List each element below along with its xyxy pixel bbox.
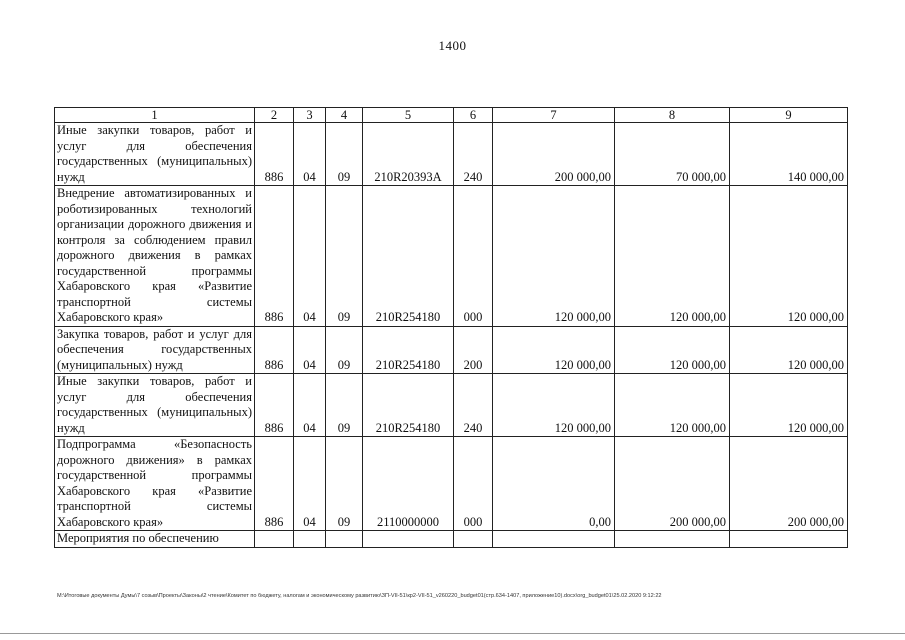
subsection-code: 09 — [326, 326, 363, 374]
section-code: 04 — [294, 186, 326, 327]
ministry-code: 886 — [255, 437, 294, 531]
amount-col8: 70 000,00 — [615, 123, 730, 186]
amount-col7: 120 000,00 — [493, 186, 615, 327]
amount-col7: 200 000,00 — [493, 123, 615, 186]
expense-type: 240 — [454, 123, 493, 186]
budget-table — [54, 107, 848, 548]
target-article: 2110000000 — [363, 437, 454, 531]
table-row-partial — [55, 531, 848, 548]
column-number-header-row — [55, 108, 848, 123]
target-article: 210R254180 — [363, 374, 454, 437]
expense-type: 000 — [454, 437, 493, 531]
row-name: Подпрограмма «Безопасность дорожного движения» в рамках государственной программы Хабаровского края «Развитие транспортной системы Хабаровского края» — [55, 437, 255, 531]
column-header-8: 8 — [615, 108, 730, 123]
target-article: 210R20393A — [363, 123, 454, 186]
column-header-6: 6 — [454, 108, 493, 123]
expense-type: 000 — [454, 186, 493, 327]
row-name: Иные закупки товаров, работ и услуг для обеспечения государственных (муниципальных) нужд — [55, 374, 255, 437]
amount-col8: 120 000,00 — [615, 326, 730, 374]
row-name: Иные закупки товаров, работ и услуг для обеспечения государственных (муниципальных) нужд — [55, 123, 255, 186]
expense-type: 200 — [454, 326, 493, 374]
empty-cell — [294, 531, 326, 548]
amount-col8: 120 000,00 — [615, 374, 730, 437]
section-code: 04 — [294, 123, 326, 186]
amount-col9: 140 000,00 — [730, 123, 848, 186]
row-name: Внедрение автоматизированных и роботизированных технологий организации дорожного движения и контроля за соблюдением правил дорожного движения в рамках государственной программы Хабаровского края «Развитие транспортной системы Хабаровского края» — [55, 186, 255, 327]
amount-col9: 120 000,00 — [730, 374, 848, 437]
table-row — [55, 374, 848, 437]
amount-col8: 200 000,00 — [615, 437, 730, 531]
table-row — [55, 186, 848, 327]
empty-cell — [730, 531, 848, 548]
section-code: 04 — [294, 374, 326, 437]
section-code: 04 — [294, 326, 326, 374]
column-header-1: 1 — [55, 108, 255, 123]
empty-cell — [454, 531, 493, 548]
column-header-2: 2 — [255, 108, 294, 123]
row-name: Закупка товаров, работ и услуг для обеспечения государственных (муниципальных) нужд — [55, 326, 255, 374]
amount-col8: 120 000,00 — [615, 186, 730, 327]
table-row — [55, 437, 848, 531]
empty-cell — [326, 531, 363, 548]
subsection-code: 09 — [326, 374, 363, 437]
ministry-code: 886 — [255, 186, 294, 327]
subsection-code: 09 — [326, 186, 363, 327]
column-header-7: 7 — [493, 108, 615, 123]
target-article: 210R254180 — [363, 186, 454, 327]
subsection-code: 09 — [326, 123, 363, 186]
page-number: 1400 — [438, 38, 467, 53]
expense-type: 240 — [454, 374, 493, 437]
document-file-path: M:\Итоговые документы Думы\7 созыв\Проекты\Законы\2 чтение\Комитет по бюджету, налогам и экономическому развитию\ЗП-VII-51\кр2-VII-51_v260220_budget01(стр.634-1407, приложение10).docx\org_budget01\25.02.2020 9:12:22 — [57, 593, 662, 599]
column-header-3: 3 — [294, 108, 326, 123]
table-row — [55, 326, 848, 374]
target-article: 210R254180 — [363, 326, 454, 374]
ministry-code: 886 — [255, 374, 294, 437]
amount-col9: 120 000,00 — [730, 186, 848, 327]
empty-cell — [363, 531, 454, 548]
row-name: Мероприятия по обеспечению — [55, 531, 255, 548]
column-header-9: 9 — [730, 108, 848, 123]
table-row — [55, 123, 848, 186]
ministry-code: 886 — [255, 123, 294, 186]
ministry-code: 886 — [255, 326, 294, 374]
amount-col7: 120 000,00 — [493, 326, 615, 374]
column-header-4: 4 — [326, 108, 363, 123]
empty-cell — [493, 531, 615, 548]
amount-col9: 200 000,00 — [730, 437, 848, 531]
amount-col7: 0,00 — [493, 437, 615, 531]
amount-col9: 120 000,00 — [730, 326, 848, 374]
amount-col7: 120 000,00 — [493, 374, 615, 437]
subsection-code: 09 — [326, 437, 363, 531]
section-code: 04 — [294, 437, 326, 531]
empty-cell — [255, 531, 294, 548]
page-bottom-divider — [0, 633, 905, 634]
empty-cell — [615, 531, 730, 548]
column-header-5: 5 — [363, 108, 454, 123]
